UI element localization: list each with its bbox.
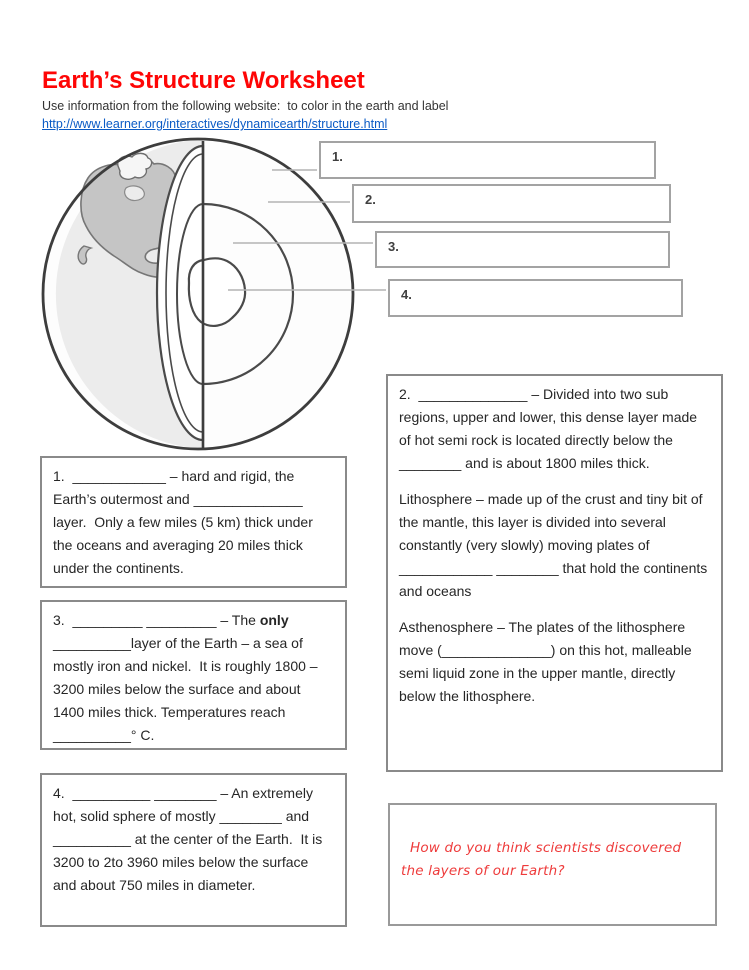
diagram-label-box-1 xyxy=(319,141,656,179)
outer-core-text-after: __________layer of the Earth – a sea of mostly iron and nickel. It is roughly 1800 – 3200 miles below the surface and about 1400 miles thick. Temperatures reach __________° C. xyxy=(53,612,322,743)
crust-description-box xyxy=(40,456,347,588)
discussion-question-box xyxy=(388,803,717,926)
inner-core-description-box xyxy=(40,773,347,927)
diagram-label-box-3 xyxy=(375,231,670,268)
discussion-question-text: How do you think scientists discovered the layers of our Earth? xyxy=(401,840,686,879)
crust-description-text: 1. ____________ – hard and rigid, the Earth’s outermost and ______________ layer. Only a few miles (5 km) thick under the oceans and averaging 20 miles thick under the continents. xyxy=(53,468,317,576)
outer-core-text-before: 3. _________ _________ – The xyxy=(53,612,260,628)
asthenosphere-paragraph: Asthenosphere – The plates of the lithosphere move (______________) on this hot, malleable semi liquid zone in the upper mantle, directly below the lithosphere. xyxy=(399,619,696,704)
lithosphere-paragraph: Lithosphere – made up of the crust and tiny bit of the mantle, this layer is divided into several constantly (very slowly) moving plates of ____________ ________ that hold the continents and oceans xyxy=(399,491,712,599)
mantle-paragraph: 2. ______________ – Divided into two sub regions, upper and lower, this dense layer made of hot semi rock is located directly below the ________ and is about 1800 miles thick. xyxy=(399,386,701,471)
instruction-text: Use information from the following website: to color in the earth and label xyxy=(42,99,449,113)
label-number-3: 3. xyxy=(388,239,399,254)
outer-core-text-bold: only xyxy=(259,612,289,628)
label-number-1: 1. xyxy=(332,149,343,164)
diagram-label-box-2 xyxy=(352,184,671,223)
page-title: Earth’s Structure Worksheet xyxy=(42,67,365,95)
website-link[interactable]: http://www.learner.org/interactives/dynamicearth/structure.html xyxy=(42,117,388,131)
hudson-bay xyxy=(125,186,145,201)
diagram-label-box-4 xyxy=(388,279,683,317)
label-number-2: 2. xyxy=(365,192,376,207)
label-number-4: 4. xyxy=(401,287,412,302)
mantle-description-box xyxy=(386,374,723,772)
outer-core-description-box xyxy=(40,600,347,750)
inner-core-description-text: 4. __________ ________ – An extremely hot, solid sphere of mostly ________ and __________ at the center of the Earth. It is 3200 to 2to 3960 miles below the surface and about 750 miles in diameter. xyxy=(53,785,327,893)
